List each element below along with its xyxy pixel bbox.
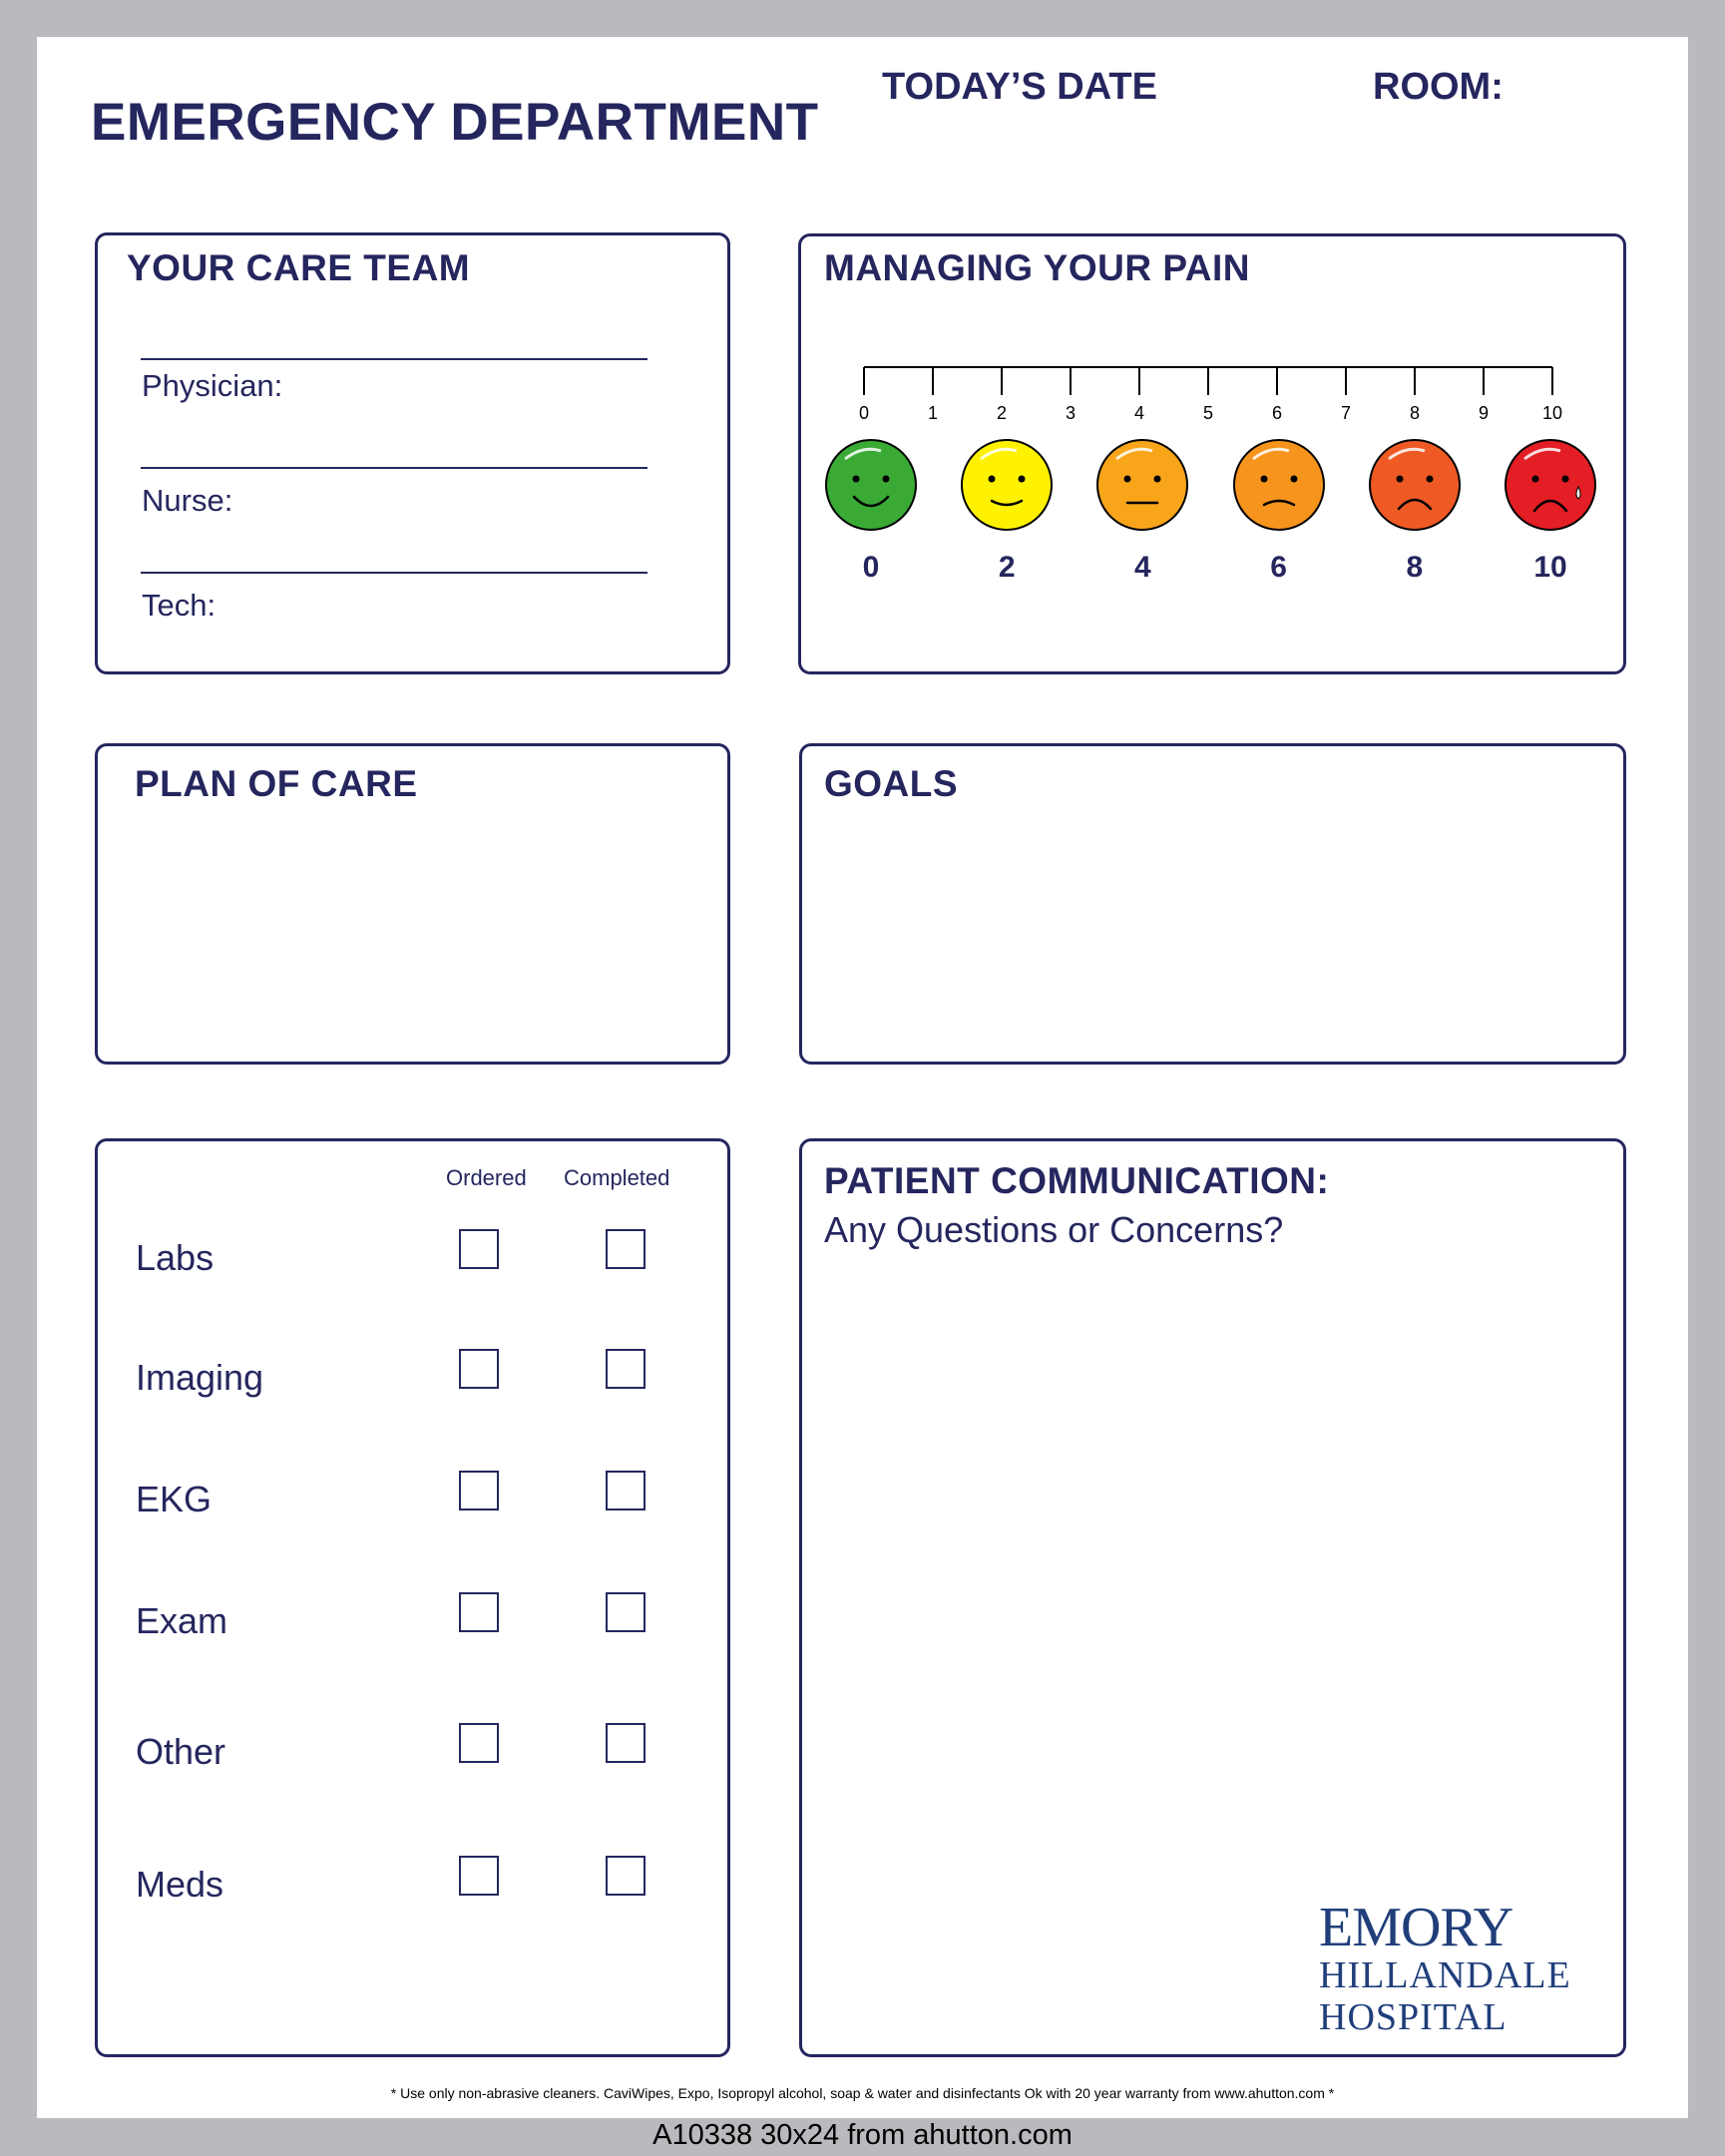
completed-checkbox[interactable] (606, 1229, 646, 1269)
checklist-row-label: Other (136, 1731, 226, 1772)
room-label: ROOM: (1373, 66, 1504, 108)
date-label: TODAY’S DATE (882, 66, 1157, 108)
checklist-row-label: Imaging (136, 1357, 264, 1398)
checklist-row-label: EKG (136, 1479, 213, 1519)
scale-tick-label: 2 (996, 403, 1007, 423)
pain-face-smile-icon (957, 435, 1057, 535)
pain-title: MANAGING YOUR PAIN (824, 247, 1250, 288)
tech-line[interactable] (141, 572, 647, 574)
pain-face-label: 6 (1270, 551, 1287, 584)
completed-column-header: Completed (564, 1165, 670, 1190)
pain-face-neutral-icon (1092, 435, 1192, 535)
scale-tick-label: 6 (1271, 403, 1282, 423)
scale-tick-label: 8 (1409, 403, 1420, 423)
tech-label: Tech: (142, 588, 216, 623)
hospital-logo-hillandale: HILLANDALE (1319, 1954, 1571, 1996)
care-team-title: YOUR CARE TEAM (127, 247, 471, 288)
ordered-checkbox[interactable] (459, 1471, 499, 1510)
checklist-row-label: Meds (136, 1864, 224, 1905)
physician-line[interactable] (141, 358, 647, 360)
scale-tick-label: 3 (1065, 403, 1076, 423)
pain-face-label: 0 (862, 551, 880, 584)
ordered-checkbox[interactable] (459, 1229, 499, 1269)
pain-face-slight-frown-icon (1229, 435, 1329, 535)
scale-tick-label: 0 (858, 403, 869, 423)
nurse-line[interactable] (141, 467, 647, 469)
completed-checkbox[interactable] (606, 1856, 646, 1896)
hospital-logo-emory: EMORY (1319, 1897, 1513, 1958)
pain-face-label: 4 (1134, 551, 1151, 584)
ordered-checkbox[interactable] (459, 1349, 499, 1389)
hospital-logo-hospital: HOSPITAL (1319, 1996, 1508, 2038)
physician-label: Physician: (142, 368, 283, 403)
pain-face-label: 2 (998, 551, 1016, 584)
scale-tick-label: 10 (1541, 403, 1563, 423)
checklist-row-label: Exam (136, 1600, 228, 1641)
page-title: EMERGENCY DEPARTMENT (91, 93, 819, 152)
pain-face-label: 8 (1406, 551, 1424, 584)
pain-face-frown-icon (1365, 435, 1465, 535)
completed-checkbox[interactable] (606, 1349, 646, 1389)
pain-face-happy-icon (821, 435, 921, 535)
goals-title: GOALS (824, 763, 959, 804)
plan-of-care-title: PLAN OF CARE (135, 763, 418, 804)
scale-tick-label: 5 (1202, 403, 1213, 423)
cleaning-footnote: * Use only non-abrasive cleaners. CaviWipes, Expo, Isopropyl alcohol, soap & water and disinfectants Ok with 20 year warranty from www.ahutton.com * (390, 2085, 1335, 2101)
pain-face-crying-icon (1501, 435, 1600, 535)
ordered-column-header: Ordered (446, 1165, 527, 1190)
ordered-checkbox[interactable] (459, 1856, 499, 1896)
communication-title: PATIENT COMMUNICATION: (824, 1160, 1330, 1201)
checklist-row-label: Labs (136, 1237, 215, 1278)
scale-tick-label: 1 (927, 403, 938, 423)
completed-checkbox[interactable] (606, 1723, 646, 1763)
scale-tick-label: 4 (1133, 403, 1144, 423)
ordered-checkbox[interactable] (459, 1723, 499, 1763)
completed-checkbox[interactable] (606, 1471, 646, 1510)
nurse-label: Nurse: (142, 483, 233, 518)
pain-face-label: 10 (1533, 551, 1567, 584)
communication-subtitle: Any Questions or Concerns? (824, 1209, 1284, 1250)
scale-tick-label: 7 (1340, 403, 1351, 423)
completed-checkbox[interactable] (606, 1592, 646, 1632)
product-code: A10338 30x24 from ahutton.com (652, 2119, 1073, 2151)
scale-tick-label: 9 (1478, 403, 1489, 423)
ordered-checkbox[interactable] (459, 1592, 499, 1632)
